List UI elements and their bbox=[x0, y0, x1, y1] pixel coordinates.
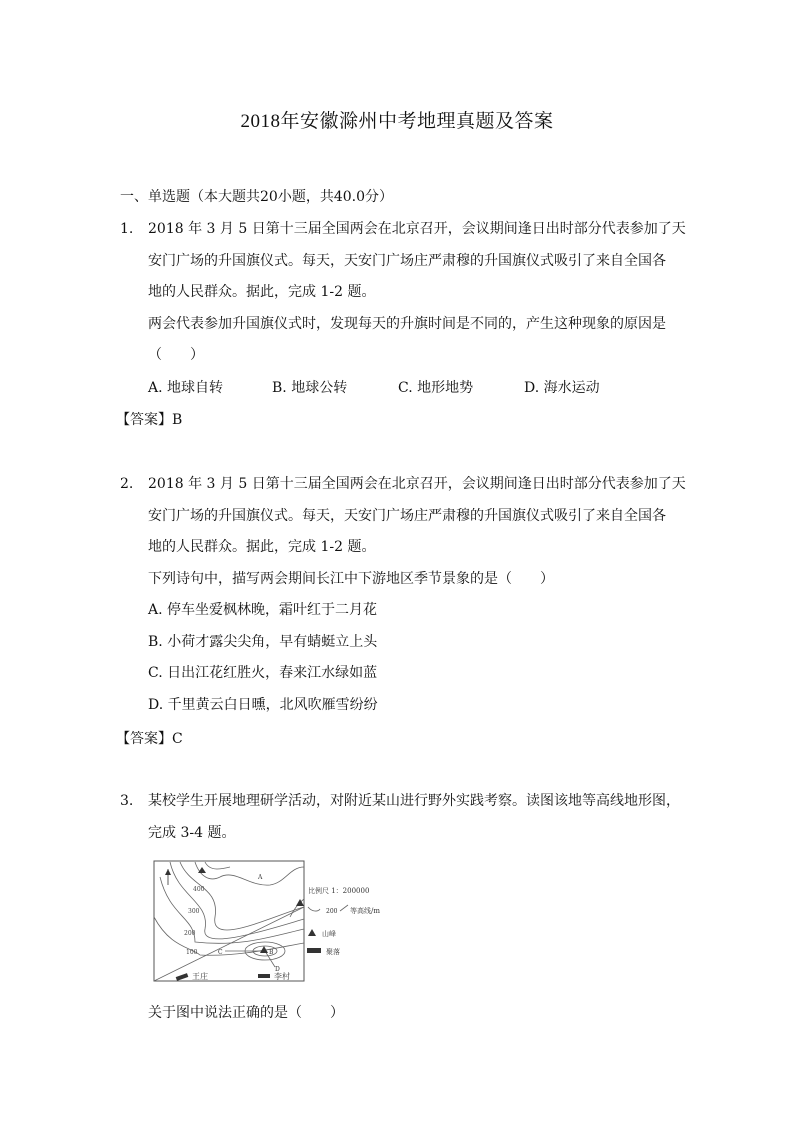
peak-icon bbox=[198, 867, 206, 873]
option-d: D. 千里黄云白日曛，北风吹雁雪纷纷 bbox=[148, 697, 378, 713]
contour-label: 300 bbox=[188, 908, 200, 915]
point-label: B bbox=[269, 949, 274, 956]
option-a: A. 停车坐爱枫林晚，霜叶红于二月花 bbox=[148, 602, 378, 618]
legend-peak: 山峰 bbox=[322, 930, 336, 938]
legend-contour-value: 200 bbox=[326, 908, 338, 915]
question-number: 2. bbox=[120, 476, 134, 492]
map-scale: 比例尺 1：200000 bbox=[308, 887, 370, 895]
option-c: C. 地形地势 bbox=[398, 380, 474, 396]
question-number: 1. bbox=[120, 221, 134, 237]
contour-label: 100 bbox=[186, 949, 198, 956]
option-d: D. 海水运动 bbox=[524, 380, 600, 396]
question-number: 3. bbox=[120, 793, 134, 809]
document-title: 2018年安徽滁州中考地理真题及答案 bbox=[240, 111, 554, 132]
question-stem-line: 2018 年 3 月 5 日第十三届全国两会在北京召开，会议期间逢日出时部分代表参加了天 bbox=[148, 221, 686, 237]
question-stem-line: 地的人民群众。据此，完成 1-2 题。 bbox=[148, 539, 376, 555]
question-stem-line: 某校学生开展地理研学活动，对附近某山进行野外实践考察。读图该地等高线地形图， bbox=[148, 793, 680, 809]
option-b: B. 地球公转 bbox=[272, 380, 348, 396]
settlement-icon bbox=[258, 974, 270, 978]
legend-contour: 等高线/m bbox=[350, 907, 380, 915]
option-a: A. 地球自转 bbox=[148, 380, 224, 396]
question-stem-line: 安门广场的升国旗仪式。每天，天安门广场庄严肃穆的升国旗仪式吸引了来自全国各 bbox=[148, 253, 666, 269]
settlement-icon bbox=[176, 973, 189, 981]
village-label: 李村 bbox=[274, 972, 290, 981]
question-text: 关于图中说法正确的是（ ） bbox=[148, 1005, 344, 1021]
answer: 【答案】C bbox=[116, 731, 183, 747]
question-stem-line: （ ） bbox=[148, 347, 204, 363]
question-stem-line: 2018 年 3 月 5 日第十三届全国两会在北京召开，会议期间逢日出时部分代表参加了天 bbox=[148, 476, 686, 492]
settlement-icon bbox=[307, 948, 321, 953]
option-c: C. 日出江花红胜火，春来江水绿如蓝 bbox=[148, 665, 378, 681]
contour-label: 200 bbox=[184, 930, 196, 937]
contour-map bbox=[150, 857, 400, 987]
village-label: 王庄 bbox=[192, 972, 208, 981]
peak-icon bbox=[308, 929, 316, 936]
option-b: B. 小荷才露尖尖角，早有蜻蜓立上头 bbox=[148, 634, 378, 650]
answer: 【答案】B bbox=[116, 412, 183, 428]
question-stem-line: 两会代表参加升国旗仪式时，发现每天的升旗时间是不同的，产生这种现象的原因是 bbox=[148, 316, 666, 332]
point-label: C bbox=[218, 949, 223, 956]
section-heading: 一、单选题（本大题共20小题，共40.0分） bbox=[120, 189, 393, 205]
question-stem-line: 完成 3-4 题。 bbox=[148, 825, 236, 841]
question-stem-line: 安门广场的升国旗仪式。每天，天安门广场庄严肃穆的升国旗仪式吸引了来自全国各 bbox=[148, 508, 666, 524]
point-label: D bbox=[275, 966, 280, 973]
contour-label: 400 bbox=[193, 886, 205, 893]
legend-settlement: 聚落 bbox=[326, 948, 340, 956]
point-label: A bbox=[258, 874, 263, 881]
question-stem-line: 地的人民群众。据此，完成 1-2 题。 bbox=[148, 284, 376, 300]
question-stem-line: 下列诗句中，描写两会期间长江中下游地区季节景象的是（ ） bbox=[148, 571, 554, 587]
